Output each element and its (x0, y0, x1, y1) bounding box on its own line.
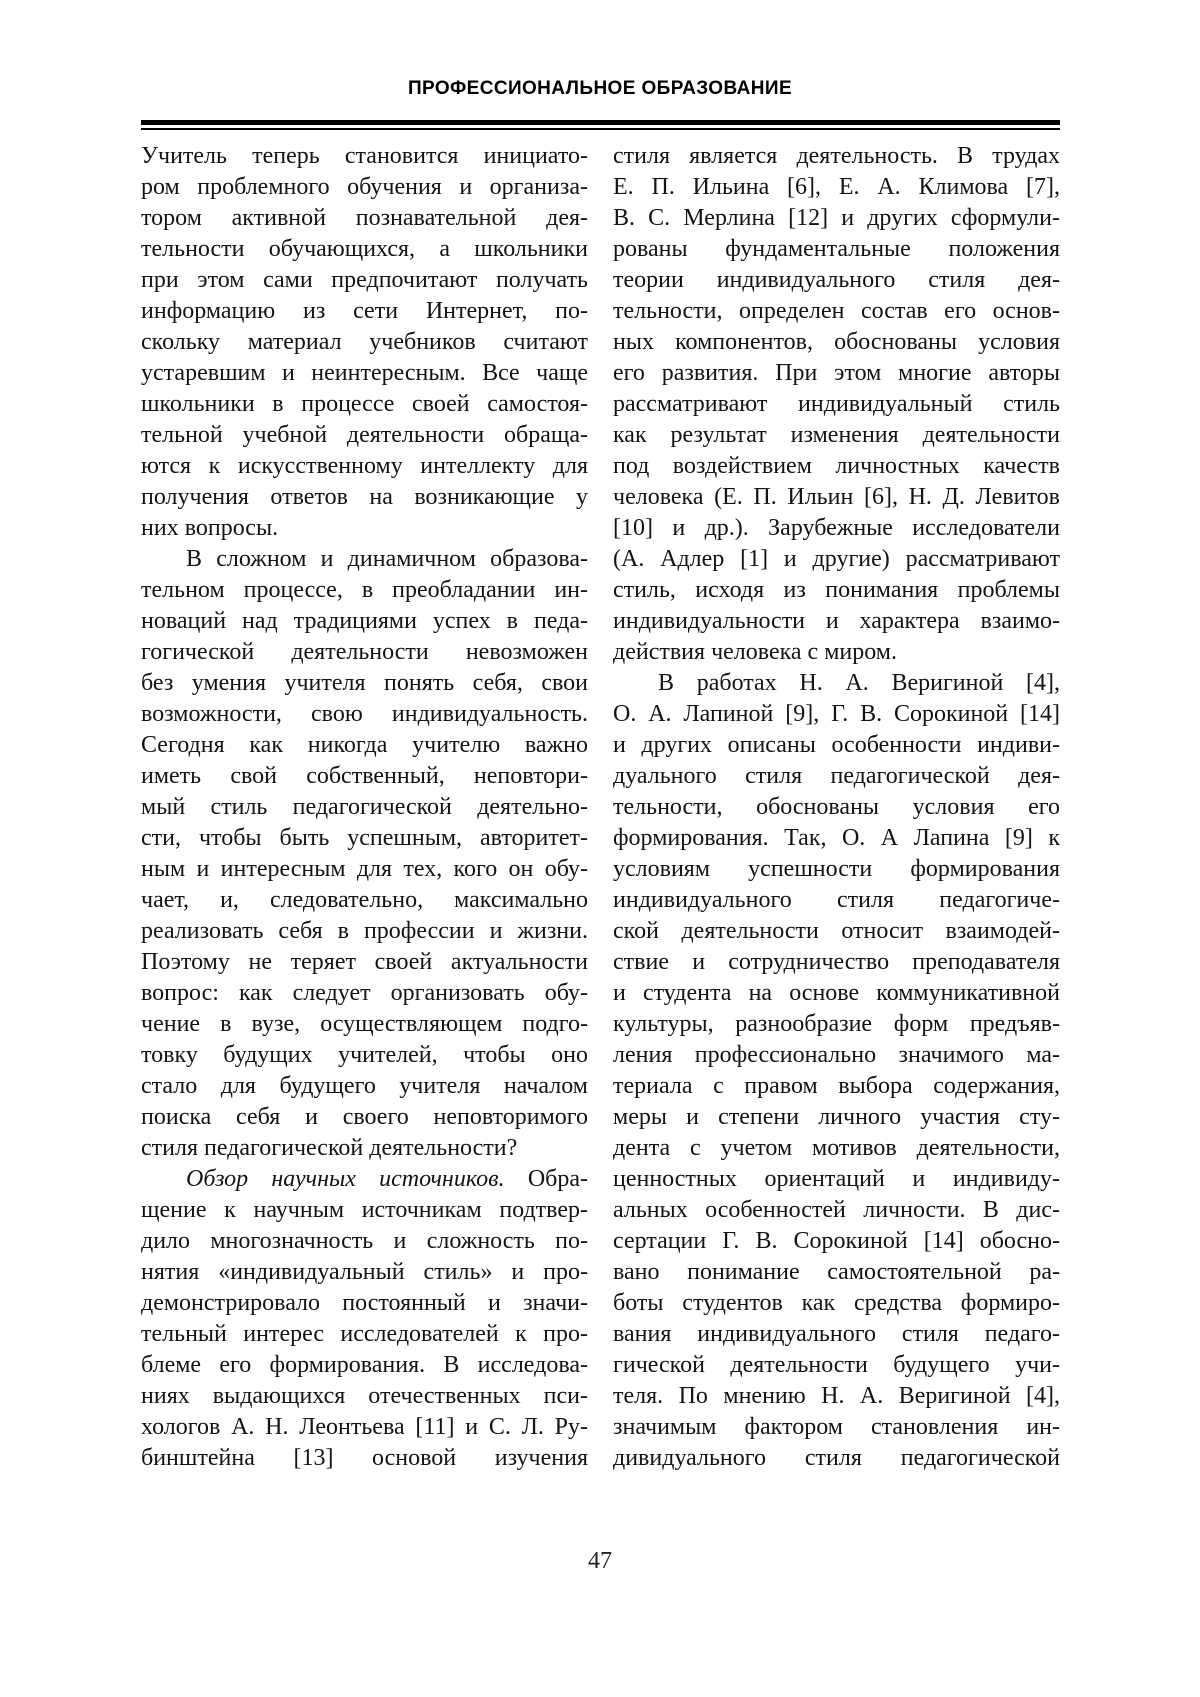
text-line: териала с правом выбора содержания, (613, 1073, 1060, 1099)
text-line: чение в вузе, осуществляющем подго- (141, 1011, 588, 1037)
text-line: человека (Е. П. Ильин [6], Н. Д. Левитов (613, 484, 1060, 510)
text-line: товку будущих учителей, чтобы оно (141, 1042, 588, 1068)
text-line: В сложном и динамичном образова- (186, 546, 588, 572)
text-line: индивидуальности и характера взаимо- (613, 608, 1060, 634)
text-line: тельной учебной деятельности обраща- (141, 422, 588, 448)
text-line: них вопросы. (141, 515, 279, 541)
text-line: ценностных ориентаций и индивиду- (613, 1166, 1060, 1192)
text-line: дило многозначность и сложность по- (141, 1228, 588, 1254)
text-line: индивидуального стиля педагогиче- (613, 887, 1060, 913)
text-line: условиям успешности формирования (613, 856, 1060, 882)
text-line: мый стиль педагогической деятельно- (141, 794, 588, 820)
text-line: как результат изменения деятельности (613, 422, 1060, 448)
text-line: культуры, разнообразие форм предъяв- (613, 1011, 1060, 1037)
text-line (141, 1164, 588, 1195)
running-head: ПРОФЕССИОНАЛЬНОЕ ОБРАЗОВАНИЕ (407, 78, 793, 99)
text-line: ным и интересным для тех, кого он обу- (141, 856, 588, 882)
text-line: гогической деятельности невозможен (141, 639, 588, 665)
text-line: устаревшим и неинтересным. Все чаще (141, 360, 588, 386)
text-line: сти, чтобы быть успешным, авторитет- (141, 825, 588, 851)
header-divider (141, 120, 1060, 130)
text-line: Поэтому не теряет своей актуальности (141, 949, 588, 975)
text-line: ской деятельности относит взаимодей- (613, 918, 1060, 944)
text-line: бинштейна [13] основой изучения (141, 1445, 588, 1471)
text-line: тельности обучающихся, а школьники (141, 236, 588, 262)
text-line: поиска себя и своего неповторимого (141, 1104, 588, 1130)
text-line: хологов А. Н. Леонтьева [11] и С. Л. Ру- (141, 1414, 588, 1440)
text-line: дента с учетом мотивов деятельности, (613, 1135, 1060, 1161)
text-line: (А. Адлер [1] и другие) рассматривают (613, 546, 1060, 572)
text-line: щение к научным источникам подтвер- (141, 1197, 588, 1223)
article-body (141, 141, 1060, 1474)
text-line: тором активной познавательной дея- (141, 205, 588, 231)
text-column-right (613, 141, 1060, 1474)
text-line: дивидуального стиля педагогической (613, 1445, 1060, 1471)
text-line: альных особенностей личности. В дис- (613, 1197, 1060, 1223)
text-line: боты студентов как средства формиро- (613, 1290, 1060, 1316)
text-line: сертации Г. В. Сорокиной [14] обосно- (613, 1228, 1060, 1254)
text-line: без умения учителя понять себя, свои (141, 670, 588, 696)
text-line: демонстрировало постоянный и значи- (141, 1290, 588, 1316)
text-line: рованы фундаментальные положения (613, 236, 1060, 262)
text-line: чает, и, следовательно, максимально (141, 887, 588, 913)
divider-thin-line (141, 128, 1060, 130)
text-line: реализовать себя в профессии и жизни. (141, 918, 588, 944)
text-line: В работах Н. А. Веригиной [4], (658, 670, 1060, 696)
text-line: скольку материал учебников считают (141, 329, 588, 355)
text-line: тельности, определен состав его основ- (613, 298, 1060, 324)
text-line: теля. По мнению Н. А. Веригиной [4], (613, 1383, 1060, 1409)
text-line: информацию из сети Интернет, по- (141, 298, 588, 324)
text-line: меры и степени личного участия сту- (613, 1104, 1060, 1130)
text-line: иметь свой собственный, неповтори- (141, 763, 588, 789)
text-line: под воздействием личностных качеств (613, 453, 1060, 479)
italic-text-segment: Обзор научных источников. (186, 1166, 505, 1192)
text-line: Сегодня как никогда учителю важно (141, 732, 588, 758)
text-line: значимым фактором становления ин- (613, 1414, 1060, 1440)
text-line: новаций над традициями успех в педа- (141, 608, 588, 634)
text-line: теории индивидуального стиля дея- (613, 267, 1060, 293)
text-column-left (141, 141, 588, 1474)
text-line: тельности, обоснованы условия его (613, 794, 1060, 820)
text-line: ниях выдающихся отечественных пси- (141, 1383, 588, 1409)
text-line: В. С. Мерлина [12] и других сформули- (613, 205, 1060, 231)
text-line: блеме его формирования. В исследова- (141, 1352, 588, 1378)
text-line: при этом сами предпочитают получать (141, 267, 588, 293)
text-line: ром проблемного обучения и организа- (141, 174, 588, 200)
text-line: ления профессионально значимого ма- (613, 1042, 1060, 1068)
text-line: его развития. При этом многие авторы (613, 360, 1060, 386)
text-line: Учитель теперь становится инициато- (141, 143, 588, 169)
text-line: тельный интерес исследователей к про- (141, 1321, 588, 1347)
divider-thick-line (141, 120, 1060, 125)
text-line: стиля педагогической деятельности? (141, 1135, 518, 1161)
text-line: стиль, исходя из понимания проблемы (613, 577, 1060, 603)
text-line: дуального стиля педагогической дея- (613, 763, 1060, 789)
text-line: вания индивидуального стиля педаго- (613, 1321, 1060, 1347)
text-line: стало для будущего учителя началом (141, 1073, 588, 1099)
text-line: получения ответов на возникающие у (141, 484, 588, 510)
text-line: и студента на основе коммуникативной (613, 980, 1060, 1006)
text-line: возможности, свою индивидуальность. (141, 701, 588, 727)
text-line: [10] и др.). Зарубежные исследователи (613, 515, 1060, 541)
page-number: 47 (588, 1548, 612, 1574)
text-line: действия человека с миром. (613, 639, 897, 665)
text-line: гической деятельности будущего учи- (613, 1352, 1060, 1378)
text-line: и других описаны особенности индиви- (613, 732, 1060, 758)
text-line: Е. П. Ильина [6], Е. А. Климова [7], (613, 174, 1060, 200)
text-line: формирования. Так, О. А Лапина [9] к (613, 825, 1060, 851)
text-line: ются к искусственному интеллекту для (141, 453, 588, 479)
text-line: нятия «индивидуальный стиль» и про- (141, 1259, 588, 1285)
text-line: тельном процессе, в преобладании ин- (141, 577, 588, 603)
text-line: О. А. Лапиной [9], Г. В. Сорокиной [14] (613, 701, 1060, 727)
text-line: вопрос: как следует организовать обу- (141, 980, 588, 1006)
text-line: рассматривают индивидуальный стиль (613, 391, 1060, 417)
text-line: школьники в процессе своей самостоя- (141, 391, 588, 417)
text-line: ных компонентов, обоснованы условия (613, 329, 1060, 355)
text-segment: Обра- (504, 1166, 588, 1192)
text-line: стиля является деятельность. В трудах (613, 143, 1060, 169)
text-line: ствие и сотрудничество преподавателя (613, 949, 1060, 975)
text-line: вано понимание самостоятельной ра- (613, 1259, 1060, 1285)
